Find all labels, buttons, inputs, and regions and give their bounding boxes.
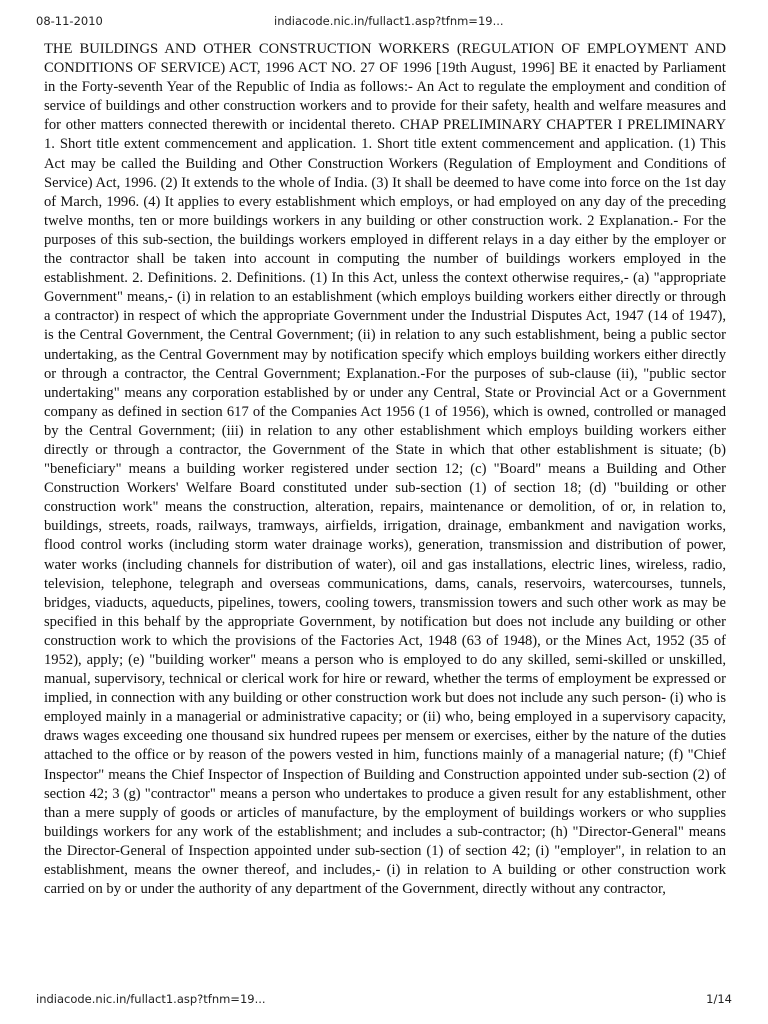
act-body-text: BE it enacted by Parliament in the Forty-seventh Year of the Republic of India as follows:- An Act to regulate the employment and condition of service of buildings and other construction workers and to provide for their safety, health and welfare measures and for other matters connected therewith or incidental thereto. CHAP PRELIMINARY CHAPTER I PRELIMINARY 1. Short title extent commencement and application. 1. Short title extent commencement and application. (1) This Act may be called the Building and Other Construction Workers (Regulation of Employment and Conditions of Service) Act, 1996. (2) It extends to the whole of India. (3) It shall be deemed to have come into force on the 1st day of March, 1996. (4) It applies to every establishment which employs, or had employed on any day of the preceding twelve months, ten or more buildings workers in any building or other construction work. 2 Explanation.- For the purposes of this sub-section, the buildings workers employed in different relays in a day either by the employer or the contractor shall be taken into account in computing the number of buildings workers employed in the establishment. 2. Definitions. 2. Definitions. (1) In this Act, unless the context otherwise requires,- (a) "appropriate Government" means,- (i) in relation to an establishment (which employs building workers either directly or through a contractor) in respect of which the appropriate Government under the Industrial Disputes Act, 1947 (14 of 1947), is the Central Government, the Central Government; (ii) in relation to any such establishment, being a public sector undertaking, as the Central Government may by notification specify which employs building workers either directly or through a contractor, the Central Government; Explanation.-For the purposes of sub-clause (ii), "public sector undertaking" means any corporation established by or under any Central, State or Provincial Act or a Government company as defined in section 617 of the Companies Act 1956 (1 of 1956), which is owned, controlled or managed by the Central Government; (iii) in relation to any other establishment which employs building workers either directly or through a contractor, the Government of the State in which that other establishment is situate; (b) "beneficiary" means a building worker registered under section 12; (c) "Board" means a Building and Other Construction Workers' Welfare Board constituted under sub-section (1) of section 18; (d) "building or other construction work" means the construction, alteration, repairs, maintenance or demolition, of or, in relation to, buildings, streets, roads, railways, tramways, airfields, irrigation, drainage, embankment and navigation works, flood control works (including storm water drainage works), generation, transmission and distribution of power, water works (including channels for distribution of water), oil and gas installations, electric lines, wireless, radio, television, telephone, telegraph and overseas communications, dams, canals, reservoirs, watercourses, tunnels, bridges, viaducts, aqueducts, pipelines, towers, cooling towers, transmission towers and such other work as may be specified in this behalf by the appropriate Government, by notification but does not include any building or other construction work to which the provisions of the Factories Act, 1948 (63 of 1948), or the Mines Act, 1952 (35 of 1952), apply; (e) "building worker" means a person who is employed to do any skilled, semi-skilled or unskilled, manual, supervisory, technical or clerical work for hire or reward, whether the terms of employment be expressed or implied, in connection with any building or other construction work but does not include any such person- (i) who is employed mainly in a managerial or administrative capacity; or (ii) who, being employed in a supervisory capacity, draws wages exceeding one thousand six hundred rupees per mensem or exercises, either by the nature of the duties attached to the office or by reason of the powers vested in him, functions mainly of a managerial nature; (f) "Chief Inspector" means the Chief Inspector of Inspection of Building and Construction appointed under sub-section (2) of section 42; 3 (g) "contractor" means a person who undertakes to produce a given result for any establishment, other than a mere supply of goods or articles of manufacture, by the employment of buildings workers or who supplies buildings workers for any work of the establishment; and includes a sub-contractor; (h) "Director-General" means the Director-General of Inspection appointed under sub-section (1) of section 42; (i) "employer", in relation to an establishment, means the owner thereof, and includes,- (i) in relation to A building or other construction work carried on by or under the authority of any department of the Government, directly without any contractor, xyxy=(44,60,726,898)
page-url: indiacode.nic.in/fullact1.asp?tfnm=19... xyxy=(274,14,504,28)
act-title: THE BUILDINGS AND OTHER CONSTRUCTION WORKERS (REGULATION OF EMPLOYMENT AND CONDITIONS OF SERVICE) ACT, 1996 ACT NO. 27 OF 1996 [19th August, 1996] xyxy=(44,41,726,77)
print-header xyxy=(36,14,732,34)
print-date: 08-11-2010 xyxy=(36,14,103,28)
document-body xyxy=(44,40,726,899)
print-footer xyxy=(36,992,732,1012)
page-number: 1/14 xyxy=(706,992,732,1006)
act-text xyxy=(44,40,726,899)
footer-url: indiacode.nic.in/fullact1.asp?tfnm=19... xyxy=(36,992,266,1006)
